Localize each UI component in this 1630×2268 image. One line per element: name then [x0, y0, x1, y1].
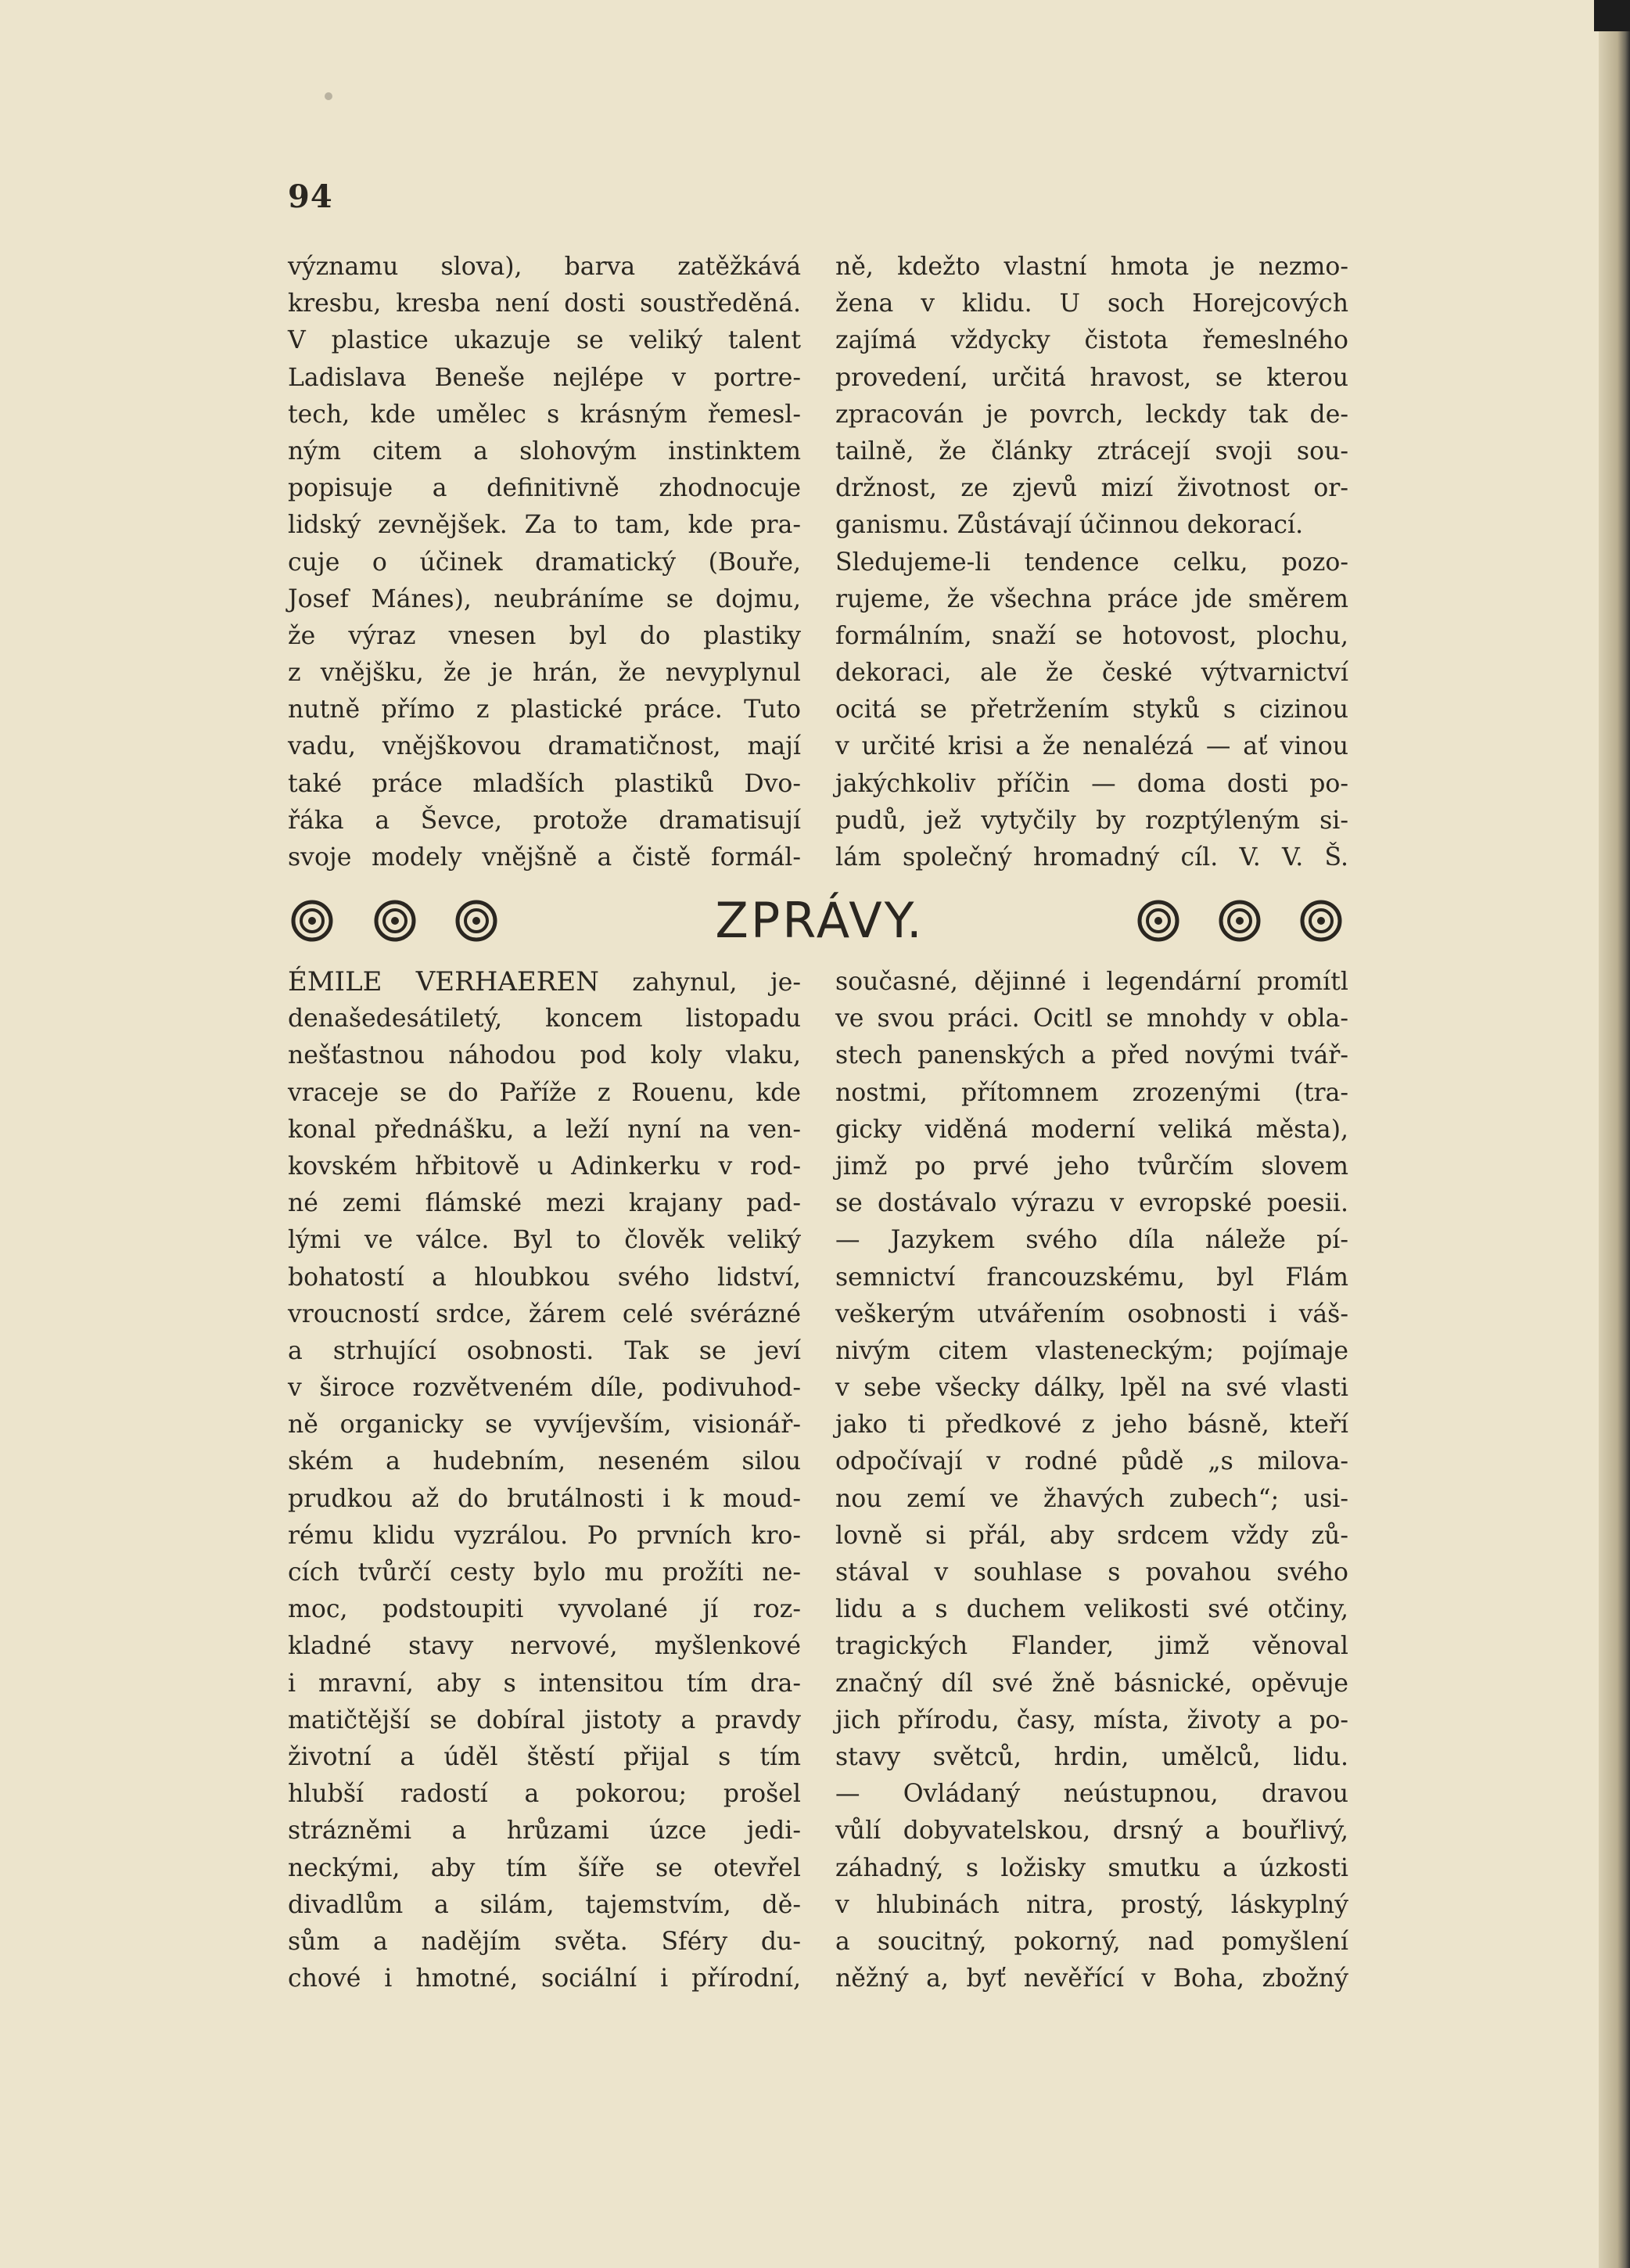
paper-speck	[325, 92, 332, 100]
article-line: jich přírodu, časy, místa, životy a po-	[835, 1705, 1348, 1734]
article-line: neckými, aby tím šíře se otevřel	[288, 1853, 801, 1882]
rosette-ornament-icon	[1300, 900, 1342, 942]
article-line: lidský zevnějšek. Za to tam, kde pra-	[288, 511, 801, 540]
article-line: nutně přímo z plastické práce. Tuto	[288, 695, 801, 724]
article-line: životní a úděl štěstí přijal s tím	[288, 1742, 801, 1771]
article-line: odpočívají v rodné půdě „s milova-	[835, 1447, 1348, 1476]
article-line: matičtější se dobíral jistoty a pravdy	[288, 1705, 801, 1734]
article-line: něžný a, byť nevěřící v Boha, zbožný	[835, 1964, 1348, 1993]
article-line: stech panenských a před novými tvář-	[835, 1041, 1348, 1070]
article-line: lovně si přál, aby srdcem vždy zů-	[835, 1521, 1348, 1550]
article-line: tragických Flander, jimž věnoval	[835, 1632, 1348, 1661]
article-line: popisuje a definitivně zhodnocuje	[288, 474, 801, 503]
article-line: v hlubinách nitra, prostý, láskyplný	[835, 1890, 1348, 1919]
article-line: tailně, že články ztrácejí svoji sou-	[835, 437, 1348, 465]
article-line: významu slova), barva zatěžkává	[288, 253, 801, 281]
page-number: 94	[288, 178, 333, 215]
article-line: zajímá vždycky čistota řemeslného	[835, 326, 1348, 355]
article-line: bohatostí a hloubkou svého lidství,	[288, 1263, 801, 1292]
section-header	[288, 892, 1352, 954]
article-line: Ladislava Beneše nejlépe v portre-	[288, 363, 801, 392]
section-title: ZPRÁVY.	[715, 892, 925, 949]
article-line: provedení, určitá hravost, se kterou	[835, 363, 1348, 392]
article-line: V plastice ukazuje se veliký talent	[288, 326, 801, 355]
page-edge	[1599, 0, 1630, 2268]
article-line: chové i hmotné, sociální i přírodní,	[288, 1964, 801, 1993]
article-line: také práce mladších plastiků Dvo-	[288, 769, 801, 798]
article-line: ně, kdežto vlastní hmota je nezmo-	[835, 253, 1348, 281]
article-line: že výraz vnesen byl do plastiky	[288, 621, 801, 650]
article-line: vadu, vnějškovou dramatičnost, mají	[288, 732, 801, 761]
article-line: — Ovládaný neústupnou, dravou	[835, 1780, 1348, 1809]
article-line: tech, kde umělec s krásným řemesl-	[288, 400, 801, 429]
article-line: záhadný, s ložisky smutku a úzkosti	[835, 1853, 1348, 1882]
article-line: cích tvůrčí cesty bylo mu prožíti ne-	[288, 1558, 801, 1587]
article-column-top-left	[288, 249, 801, 876]
binding-corner	[1594, 0, 1630, 31]
article-line: sům a nadějím světa. Sféry du-	[288, 1927, 801, 1956]
article-line: Sledujeme-li tendence celku, pozo-	[835, 548, 1348, 577]
article-line: kovském hřbitově u Adinkerku v rod-	[288, 1152, 801, 1181]
article-line: a soucitný, pokorný, nad pomyšlení	[835, 1927, 1348, 1956]
author-name: ÉMILE VERHAEREN	[288, 966, 599, 997]
article-line: lidu a s duchem velikosti své otčiny,	[835, 1595, 1348, 1624]
article-line: vůlí dobyvatelskou, drsný a bouřlivý,	[835, 1817, 1348, 1846]
article-line: řáka a Ševce, protože dramatisují	[288, 806, 801, 835]
article-line: moc, podstoupiti vyvolané jí roz-	[288, 1595, 801, 1624]
article-line: denašedesátiletý, koncem listopadu	[288, 1005, 801, 1033]
article-line: jakýchkoliv příčin — doma dosti po-	[835, 769, 1348, 798]
article-line: cuje o účinek dramatický (Bouře,	[288, 548, 801, 577]
article-line: ganismu. Zůstávají účinnou dekorací.	[835, 511, 1304, 540]
article-line: dekoraci, ale že české výtvarnictví	[835, 659, 1348, 688]
article-line: stával v souhlase s povahou svého	[835, 1558, 1348, 1587]
article-line: ském a hudebním, neseném silou	[288, 1447, 801, 1476]
article-column-bottom-right	[835, 964, 1348, 1997]
article-line: žena v klidu. U soch Horejcových	[835, 289, 1348, 318]
article-line: vraceje se do Paříže z Rouenu, kde	[288, 1078, 801, 1107]
article-line: gicky viděná moderní veliká města),	[835, 1115, 1348, 1144]
article-line	[288, 964, 801, 1001]
article-line: a strhující osobnosti. Tak se jeví	[288, 1336, 801, 1365]
article-line: nešťastnou náhodou pod koly vlaku,	[288, 1041, 801, 1070]
article-line: ve svou práci. Ocitl se mnohdy v obla-	[835, 1005, 1348, 1033]
article-line: zpracován je povrch, leckdy tak de-	[835, 400, 1348, 429]
article-line: hlubší radostí a pokorou; prošel	[288, 1780, 801, 1809]
article-line: současné, dějinné i legendární promítl	[835, 968, 1348, 996]
article-line: v určité krisi a že nenalézá — ať vinou	[835, 732, 1348, 761]
article-line: jimž po prvé jeho tvůrčím slovem	[835, 1152, 1348, 1181]
article-line: nivým citem vlasteneckým; pojímaje	[835, 1336, 1348, 1365]
article-line: vroucností srdce, žárem celé svérázné	[288, 1299, 801, 1328]
article-line: kresbu, kresba není dosti soustředěná.	[288, 289, 801, 318]
article-line: — Jazykem svého díla náleže pí-	[835, 1226, 1348, 1255]
article-line: veškerým utvářením osobnosti i váš-	[835, 1299, 1348, 1328]
article-line: stavy světců, hrdin, umělců, lidu.	[835, 1742, 1348, 1771]
article-line: né zemi flámské mezi krajany pad-	[288, 1189, 801, 1218]
article-line: držnost, ze zjevů mizí životnost or-	[835, 474, 1348, 503]
article-line: jako ti předkové z jeho básně, kteří	[835, 1411, 1348, 1440]
rosette-ornament-icon	[1219, 900, 1261, 942]
article-column-bottom-left	[288, 964, 801, 1997]
article-line: kladné stavy nervové, myšlenkové	[288, 1632, 801, 1661]
article-line: lám společný hromadný cíl. V. V. Š.	[835, 843, 1348, 872]
article-line: formálním, snaží se hotovost, plochu,	[835, 621, 1348, 650]
article-line: Josef Mánes), neubráníme se dojmu,	[288, 584, 801, 613]
rosette-ornament-icon	[1137, 900, 1179, 942]
article-line: ocitá se přetržením styků s cizinou	[835, 695, 1348, 724]
article-line: pudů, jež vytyčily by rozptýleným si-	[835, 806, 1348, 835]
article-line: značný díl své žně básnické, opěvuje	[835, 1669, 1348, 1698]
article-line-rest: zahynul, je-	[598, 969, 801, 997]
article-line: konal přednášku, a leží nyní na ven-	[288, 1115, 801, 1144]
article-line: divadlům a silám, tajemstvím, dě-	[288, 1890, 801, 1919]
article-line: v široce rozvětveném díle, podivuhod-	[288, 1374, 801, 1403]
article-line: rému klidu vyzrálou. Po prvních kro-	[288, 1521, 801, 1550]
article-line: v sebe všecky dálky, lpěl na své vlasti	[835, 1374, 1348, 1403]
article-line: lými ve válce. Byl to člověk veliký	[288, 1226, 801, 1255]
article-line: svoje modely vnějšně a čistě formál-	[288, 843, 801, 872]
article-line: nostmi, přítomnem zrozenými (tra-	[835, 1078, 1348, 1107]
article-line: ným citem a slohovým instinktem	[288, 437, 801, 465]
article-column-top-right	[835, 249, 1348, 876]
article-line: prudkou až do brutálnosti i k moud-	[288, 1484, 801, 1513]
article-line: strázněmi a hrůzami úzce jedi-	[288, 1817, 801, 1846]
article-line: se dostávalo výrazu v evropské poesii.	[835, 1189, 1348, 1218]
article-line: rujeme, že všechna práce jde směrem	[835, 584, 1348, 613]
article-line: z vnějšku, že je hrán, že nevyplynul	[288, 659, 801, 688]
article-line: i mravní, aby s intensitou tím dra-	[288, 1669, 801, 1698]
article-line: nou zemí ve žhavých zubech“; usi-	[835, 1484, 1348, 1513]
article-line: ně organicky se vyvíjevším, visionář-	[288, 1411, 801, 1440]
article-line: semnictví francouzskému, byl Flám	[835, 1263, 1348, 1292]
